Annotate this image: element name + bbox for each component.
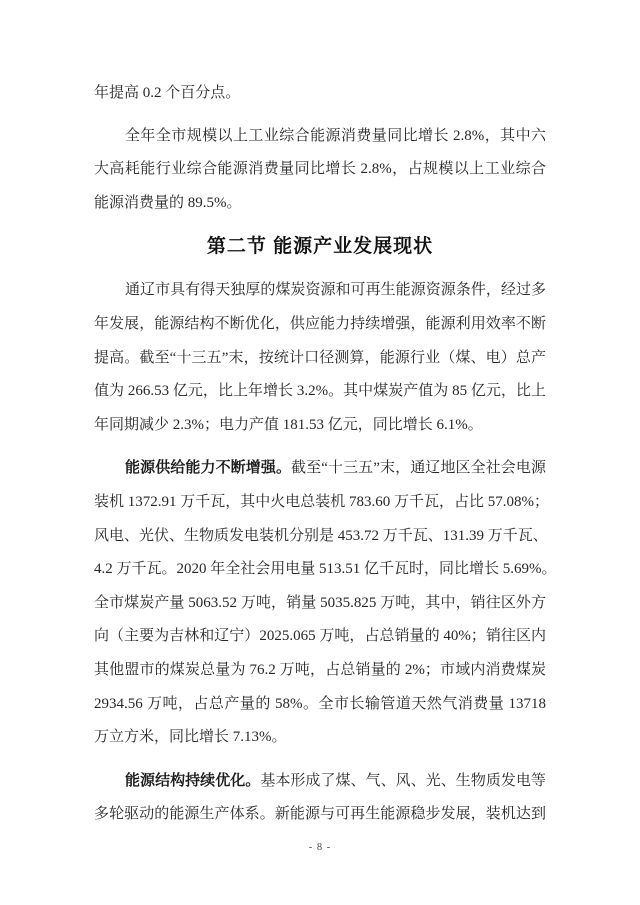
bold-lead-text: 能源结构持续优化。 bbox=[125, 771, 261, 789]
paragraph bbox=[94, 120, 546, 221]
body-text: 4.2 万千瓦。2020 年全社会用电量 513.51 亿千瓦时，同比增长 5.69%。 bbox=[94, 561, 557, 578]
body-text: 能源消费量的 89.5%。 bbox=[94, 194, 242, 211]
text-line bbox=[94, 342, 546, 376]
text-line bbox=[94, 409, 546, 443]
text-line bbox=[94, 308, 546, 342]
text-line bbox=[94, 451, 546, 486]
body-text: 截至“十三五”末，通辽地区全社会电源 bbox=[291, 460, 546, 477]
body-text: 提高。截至“十三五”末，按统计口径测算，能源行业（煤、电）总产 bbox=[94, 349, 546, 366]
paragraph bbox=[94, 274, 546, 442]
body-text: 装机 1372.91 万千瓦，其中火电总装机 783.60 万千瓦，占比 57.08%； bbox=[94, 493, 549, 510]
text-line bbox=[94, 77, 546, 111]
body-text: 年发展，能源结构不断优化，供应能力持续增强，能源利用效率不断 bbox=[94, 315, 546, 332]
body-text: 全市煤炭产量 5063.52 万吨，销量 5035.825 万吨，其中，销往区外方 bbox=[94, 594, 546, 611]
body-text: 风电、光伏、生物质发电装机分别是 453.72 万千瓦、131.39 万千瓦、 bbox=[94, 527, 548, 544]
text-line bbox=[94, 520, 546, 554]
body-text: 基本形成了煤、气、风、光、生物质发电等 bbox=[260, 772, 546, 789]
body-text: 值为 266.53 亿元，比上年增长 3.2%。其中煤炭产值为 85 亿元，比上 bbox=[94, 383, 546, 400]
body-text: 大高耗能行业综合能源消费量同比增长 2.8%，占规模以上工业综合 bbox=[94, 161, 546, 178]
body-text: 通辽市具有得天独厚的煤炭资源和可再生能源资源条件，经过多 bbox=[125, 282, 546, 299]
text-line bbox=[94, 764, 546, 799]
paragraph bbox=[94, 451, 557, 754]
bold-lead-text: 能源供给能力不断增强。 bbox=[125, 459, 292, 477]
text-line bbox=[94, 120, 546, 154]
body-text: 向（主要为吉林和辽宁）2025.065 万吨，占总销量的 40%；销往区内 bbox=[94, 628, 546, 645]
body-text: 全年全市规模以上工业综合能源消费量同比增长 2.8%，其中六 bbox=[125, 127, 546, 144]
body-text: 年提高 0.2 个百分点。 bbox=[94, 85, 241, 101]
text-line bbox=[94, 486, 549, 520]
body-text: 多轮驱动的能源生产体系。新能源与可再生能源稳步发展，装机达到 bbox=[94, 806, 546, 823]
body-text: 年同期减少 2.3%；电力产值 181.53 亿元，同比增长 6.1%。 bbox=[94, 416, 483, 433]
body-text: 万立方米，同比增长 7.13%。 bbox=[94, 729, 287, 746]
section-heading: 第二节 能源产业发展现状 bbox=[206, 236, 434, 258]
paragraph bbox=[94, 764, 546, 832]
text-line bbox=[94, 798, 546, 832]
text-line bbox=[94, 587, 546, 621]
text-line bbox=[94, 375, 546, 409]
document-content bbox=[94, 77, 557, 832]
text-line bbox=[94, 274, 546, 308]
text-line bbox=[94, 553, 557, 587]
text-line bbox=[94, 721, 546, 755]
text-line bbox=[94, 153, 546, 187]
body-text: 2934.56 万吨，占总产量的 58%。全市长输管道天然气消费量 13718 bbox=[94, 695, 546, 712]
text-line bbox=[94, 620, 546, 654]
body-text: 其他盟市的煤炭总量为 76.2 万吨，占总销量的 2%；市域内消费煤炭 bbox=[94, 661, 546, 678]
paragraph bbox=[94, 77, 546, 111]
text-line bbox=[94, 688, 546, 722]
page-number: - 8 - bbox=[308, 841, 332, 853]
text-line bbox=[94, 187, 546, 221]
text-line bbox=[94, 654, 546, 688]
